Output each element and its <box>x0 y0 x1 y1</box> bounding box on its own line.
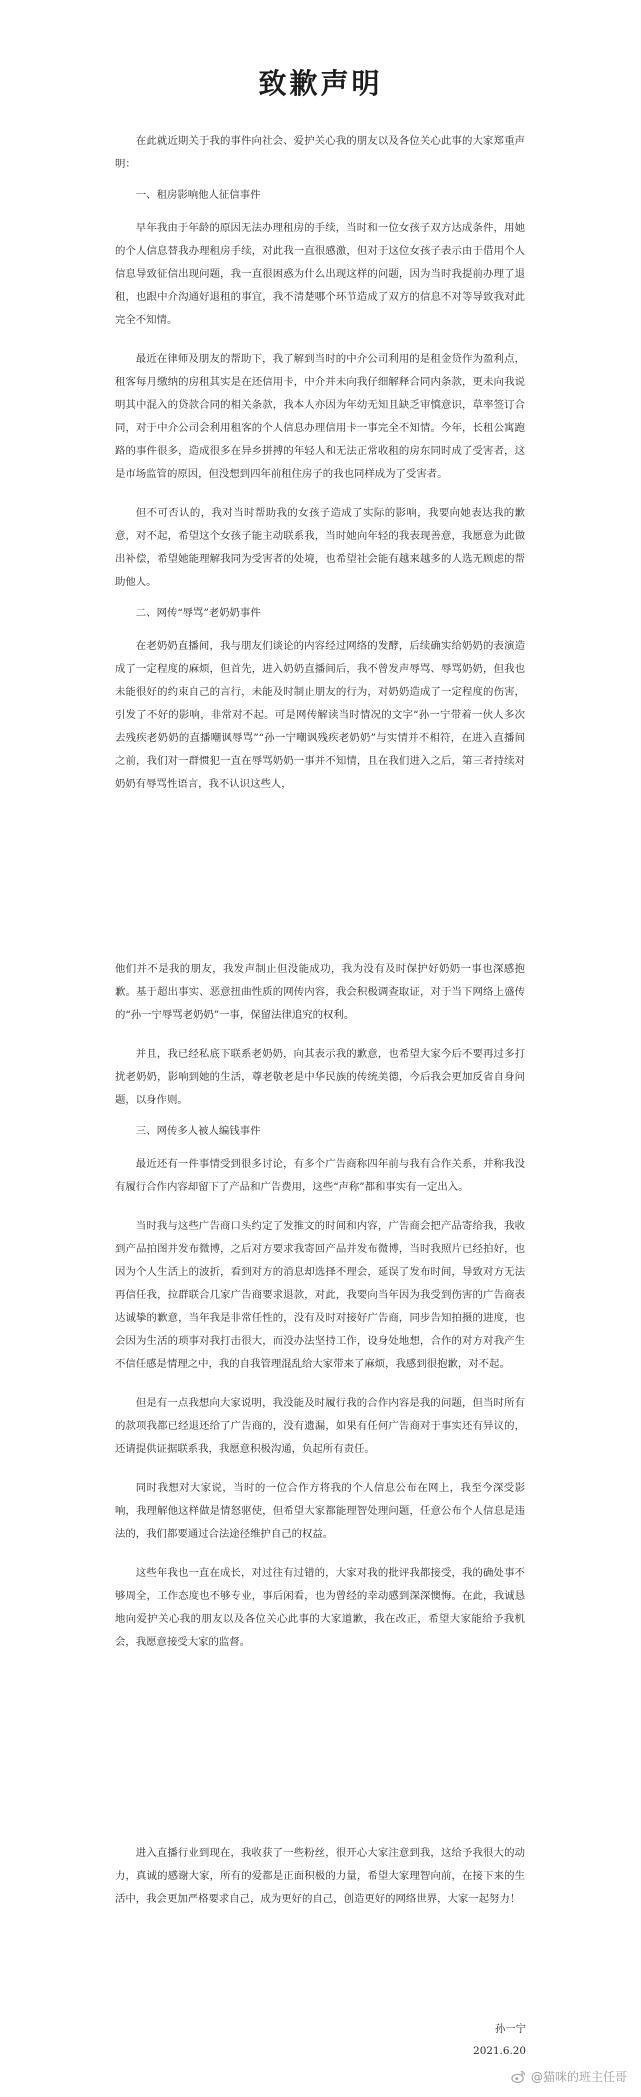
section-3-paragraph-5: 这些年我也一直在成长，对过往有过错的，大家对我的批评我都接受，我的确处事不够周全，工作态度也不够专业，事后闲看，也为曾经的幸动感到深深懊悔。在此，我诚恳地向爱护关心我的朋友以及各位关心此事的大家道歉，我在改正，希望大家能给予我机会，我愿意接受大家的监督。 <box>115 1567 525 1648</box>
weibo-watermark <box>511 2068 627 2085</box>
signature-date: 2021.6.20 <box>473 2045 526 2057</box>
statement-block-3 <box>115 1842 525 1911</box>
closing-paragraph: 进入直播行业到现在，我收获了一些粉丝，很开心大家注意到我，这给予我很大的动力，真诚的感谢大家，所有的爱都是正面积极的力量，希望大家理智向前，在接下来的生活中，我会更加严格要求自己，成为更好的自己，创造更好的网络世界，大家一起努力！ <box>115 1847 525 1905</box>
section-2-paragraph-3: 并且，我已经私底下联系老奶奶，向其表示我的歉意，也希望大家今后不要再过多打扰老奶奶，影响到她的生活，尊老敬老是中华民族的传统美德，今后我会更加反省自身问题，以身作则。 <box>115 1048 525 1106</box>
signature-name: 孙一宁 <box>494 2023 526 2035</box>
section-2-paragraph-1: 在老奶奶直播间，我与朋友们谈论的内容经过网络的发酵，后续确实给奶奶的表演造成了一定程度的麻烦，但首先，进入奶奶直播间后，我不曾发声辱骂、辱骂奶奶，但我也未能很好的约束自己的言行，未能及时制止朋友的行为，对奶奶造成了一定程度的伤害，引发了不好的影响，非常对不起。可是网传解读当时情况的文字“孙一宁带着一伙人多次去残疾老奶奶的直播嘲讽辱骂”“孙一宁嘲讽残疾老奶奶”与实情并不相符，在进入直播间之前，我们对一群惯犯一直在辱骂奶奶一事并不知情，且在我们进入之后，第三者持续对奶奶有辱骂性语言，我不认识这些人， <box>115 640 525 790</box>
section-1-paragraph-3: 但不可否认的，我对当时帮助我的女孩子造成了实际的影响，我要向她表达我的歉意，对不起，希望这个女孩子能主动联系我，当时她向年轻的我表现善意，我愿意为此做出补偿，希望她能理解我同为受害者的处境，也希望社会能有越来越多的人选无顾虑的帮助他人。 <box>115 507 525 588</box>
section-2-heading: 二、网传“辱骂”老奶奶事件 <box>135 607 261 619</box>
section-3-paragraph-4: 同时我想对大家说，当时的一位合作方将我的个人信息公布在网上，我至今深受影响，我理解他这样做是情怒驱使，但希望大家都能理智处理问题，任意公布个人信息是违法的，我们都要通过合法途径维护自己的权益。 <box>115 1482 525 1540</box>
statement-block-1 <box>115 130 525 796</box>
section-2-paragraph-2: 他们并不是我的朋友，我发声制止但没能成功，我为没有及时保护好奶奶一事也深感抱歉。基于超出事实、恶意扭曲性质的网传内容，我会积极调查取证，对于当下网络上盛传的“孙一宁辱骂老奶奶”一事，保留法律追究的权利。 <box>115 963 525 1021</box>
watermark-text: @猫咪的班主任哥 <box>530 2070 627 2084</box>
section-1-paragraph-1: 早年我由于年龄的原因无法办理租房的手续，当时和一位女孩子双方达成条件，用她的个人信息替我办理租房手续，对此我一直很感激，但对于这位女孩子表示由于借用个人信息导致征信出现问题，我一直很困惑为什么出现这样的问题，因为当时我提前办理了退租，也跟中介沟通好退租的事宜，我不清楚哪个环节造成了双方的信息不对等导致我对此完全不知情。 <box>115 222 525 326</box>
weibo-icon <box>511 2069 526 2084</box>
section-1-heading: 一、租房影响他人征信事件 <box>135 189 261 201</box>
intro-paragraph: 在此就近期关于我的事件向社会、爱护关心我的朋友以及各位关心此事的大家郑重声明： <box>115 135 525 170</box>
section-3-paragraph-3: 但是有一点我想向大家说明，我没能及时履行我的合作内容是我的问题，但当时所有的款项我都已经退还给了广告商的，没有遗漏，如果有任何广告商对于事实还有异议的，还请提供证据联系我，我愿意积极沟通，负起所有责任。 <box>115 1397 525 1455</box>
section-1-paragraph-2: 最近在律师及朋友的帮助下，我了解到当时的中介公司利用的是租金贷作为盈利点，租客每月缴纳的房租其实是在还信用卡，中介并未向我仔细解释合同内条款，更未向我说明其中混入的贷款合同的相关条款，我本人亦因为年幼无知且缺乏审慎意识，草率签订合同，对于中介公司会利用租客的个人信息办理信用卡一事完全不知情。今年，长租公寓跑路的事件很多，造成很多在异乡拼搏的年轻人和无法正常收租的房东同时成了受害者，这是市场监管的原因，但没想到四年前租住房子的我也同样成为了受害者。 <box>115 353 525 480</box>
section-3-paragraph-1: 最近还有一件事情受到很多讨论，有多个广告商称四年前与我有合作关系，并称我没有履行合作内容却留下了产品和广告费用，这些“声称”都和事实有一定出入。 <box>115 1158 525 1193</box>
section-3-heading: 三、网传多人被人编钱事件 <box>135 1125 261 1137</box>
section-3-paragraph-2: 当时我与这些广告商口头约定了发推文的时间和内容，广告商会把产品寄给我，我收到产品拍图并发布微博，之后对方要求我寄回产品并发布微博，当时我照片已经拍好，也因为个人生活上的波折，看到对方的消息却选择不理会，延误了发布时间，导致对方无法再信任我，拉群联合几家广告商要求退款，对此，我要向当年因为我受到伤害的广告商表达诚挚的歉意，当年我是非常任性的，没有及时对接好广告商，同步告知拍摄的进度，也会因为生活的琐事对我打击很大，而没办法坚持工作，设身处地想，合作的对方对我产生不信任感是情理之中，我的自我管理混乱给大家带来了麻烦，我感到很抱歉，对不起。 <box>115 1220 525 1370</box>
page-title: 致歉声明 <box>258 67 383 100</box>
statement-block-2 <box>115 958 525 1654</box>
